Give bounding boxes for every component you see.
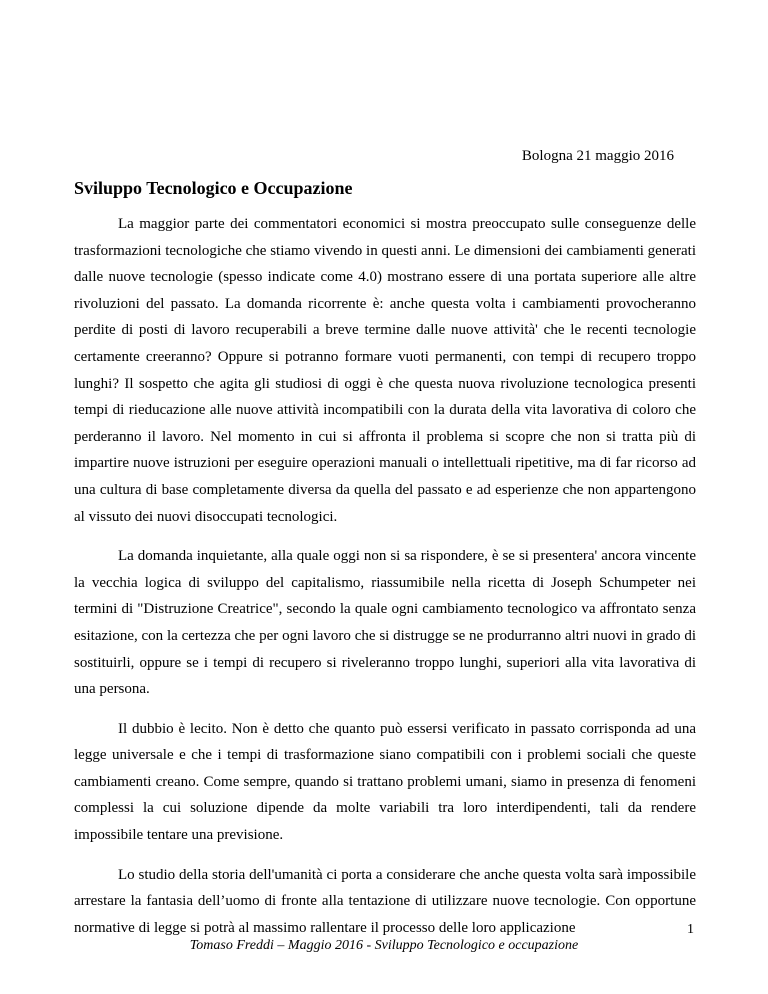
paragraph: La maggior parte dei commentatori economici si mostra preoccupato sulle conseguenze delle trasformazioni tecnologiche che stiamo vivendo in questi anni. Le dimensioni dei cambiamenti generati dalle nuove tecnologie (spesso indicate come 4.0) mostrano essere di una portata superiore alle altre rivoluzioni del passato. La domanda ricorrente è: anche questa volta i cambiamenti provocheranno perdite di posti di lavoro recuperabili a breve termine dalle nuove attività' che le recenti tecnologie certamente creeranno? Oppure si potranno formare vuoti permanenti, con tempi di recupero troppo lunghi? Il sospetto che agita gli studiosi di oggi è che questa nuova rivoluzione tecnologica presenti tempi di rieducazione alle nuove attività incompatibili con la durata della vita lavorativa di coloro che perderanno il lavoro. Nel momento in cui si affronta il problema si scopre che non si tratta più di impartire nuove istruzioni per eseguire operazioni manuali o intellettuali ripetitive, ma di far ricorso ad una cultura di base completamente diversa da quella del passato e ad esperienze che non appartengono al vissuto dei nuovi disoccupati tecnologici. [74,216,696,525]
date-line: Bologna 21 maggio 2016 [521,148,674,164]
paragraph: Lo studio della storia dell'umanità ci porta a considerare che anche questa volta sarà impossibile arrestare la fantasia dell’uomo di fronte alla tentazione di utilizzare nuove tecnologie. Con opportune normative di legge si potrà al massimo rallentare il processo delle loro applicazione [74,866,696,936]
document-title: Sviluppo Tecnologico e Occupazione [74,178,353,198]
page-number: 1 [687,922,694,937]
body-text [74,211,696,954]
page-footer: Tomaso Freddi – Maggio 2016 - Sviluppo Tecnologico e occupazione [189,938,579,953]
paragraph: La domanda inquietante, alla quale oggi non si sa rispondere, è se si presentera' ancora vincente la vecchia logica di sviluppo del capitalismo, riassumibile nella ricetta di Joseph Schumpeter nei termini di "Distruzione Creatrice", secondo la quale ogni cambiamento tecnologico va affrontato senza esitazione, con la certezza che per ogni lavoro che si distrugge se ne produrranno altri nuovi in grado di sostituirli, oppure se i tempi di recupero si riveleranno troppo lunghi, superiori alla vita lavorativa di una persona. [74,548,696,698]
paragraph: Il dubbio è lecito. Non è detto che quanto può essersi verificato in passato corrisponda ad una legge universale e che i tempi di trasformazione siano compatibili con i problemi sociali che queste cambiamenti creano. Come sempre, quando si trattano problemi umani, siamo in presenza di fenomeni complessi la cui soluzione dipende da molte variabili tra loro interdipendenti, tali da rendere impossibile tentare una previsione. [74,720,696,844]
